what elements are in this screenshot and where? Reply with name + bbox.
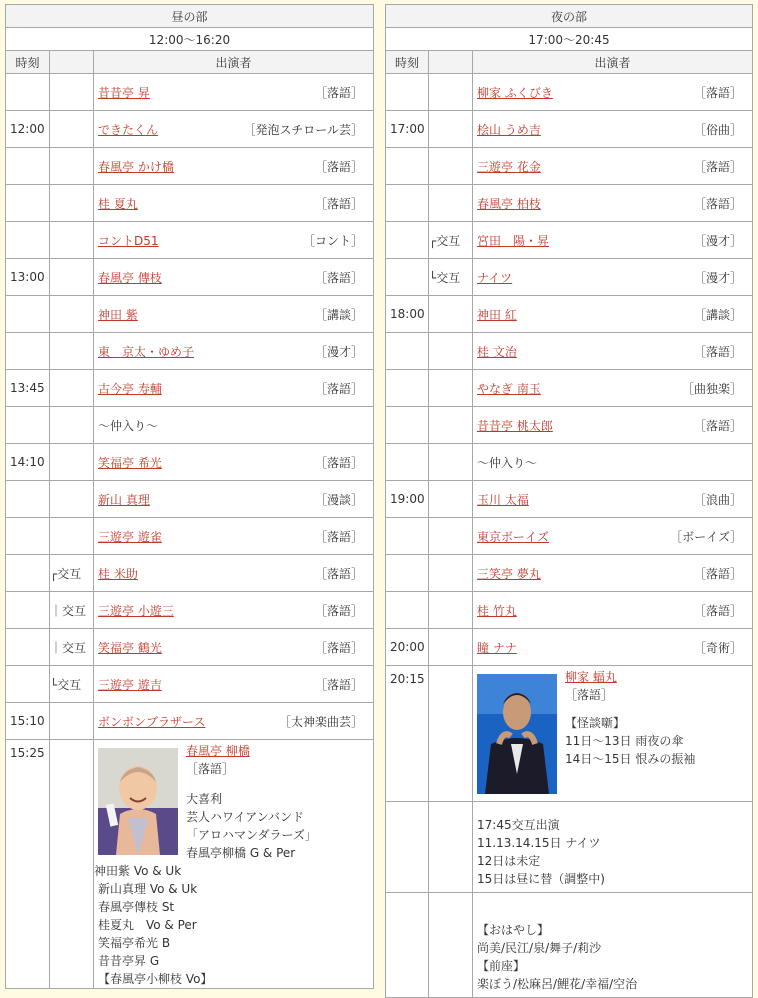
- notes-block: [473, 802, 752, 892]
- notes-line: 11.13.14.15日 ナイツ: [477, 836, 601, 850]
- detail-line: 昔昔亭昇 G: [98, 954, 160, 968]
- genre-label: ［浪曲］: [694, 492, 743, 507]
- alternate-cell: ┌交互: [429, 222, 473, 259]
- alternate-cell: [429, 296, 473, 333]
- table-row: [6, 74, 374, 111]
- notes-row: [386, 802, 753, 893]
- genre-label: ［ボーイズ］: [670, 529, 743, 544]
- performer-line: [94, 491, 373, 508]
- time-cell: [386, 148, 429, 185]
- time-cell: [6, 592, 50, 629]
- genre-label: ［漫才］: [315, 344, 364, 359]
- time-cell: [386, 185, 429, 222]
- performer-link[interactable]: 三遊亭 花金: [477, 159, 541, 174]
- genre-label: ［落語］: [315, 603, 364, 618]
- table-row: [386, 629, 753, 666]
- table-row: [386, 333, 753, 370]
- performer-link[interactable]: 神田 紫: [98, 307, 138, 322]
- performer-cell: [473, 481, 753, 518]
- alternate-cell: [50, 74, 94, 111]
- table-row: [6, 148, 374, 185]
- alternate-cell: [50, 259, 94, 296]
- time-cell: [6, 481, 50, 518]
- detail-line: 新山真理 Vo & Uk: [98, 882, 198, 896]
- performer-cell: [473, 518, 753, 555]
- alternate-cell: [429, 185, 473, 222]
- alternate-cell: [429, 629, 473, 666]
- time-cell: [386, 222, 429, 259]
- performer-cell: [473, 296, 753, 333]
- genre-label: ［講談］: [694, 307, 743, 322]
- table-row: [386, 370, 753, 407]
- performer-cell: [473, 185, 753, 222]
- time-cell: [6, 74, 50, 111]
- table-row: [386, 148, 753, 185]
- performer-photo: [98, 748, 178, 855]
- time-cell: 15:25: [6, 740, 50, 989]
- genre-label: ［落語］: [315, 677, 364, 692]
- performer-line: [473, 380, 752, 397]
- alternate-cell: [50, 185, 94, 222]
- detail-line: 芸人ハワイアンバンド: [186, 810, 304, 824]
- night-col-time: 時刻: [386, 51, 429, 74]
- performer-link[interactable]: 昔昔亭 昇: [98, 85, 150, 100]
- staff-line: 尚美/民江/泉/舞子/莉沙: [477, 941, 602, 955]
- time-cell: 19:00: [386, 481, 429, 518]
- time-cell: [386, 555, 429, 592]
- genre-label: ［俗曲］: [694, 122, 743, 137]
- staff-line: 【前座】: [477, 959, 526, 973]
- alternate-cell: [50, 333, 94, 370]
- time-cell: [6, 407, 50, 444]
- headliner-link[interactable]: 春風亭 柳橋: [186, 744, 250, 758]
- performer-cell: [94, 259, 374, 296]
- performer-cell: [94, 185, 374, 222]
- performer-link[interactable]: ナイツ: [477, 270, 513, 285]
- time-cell: 14:10: [6, 444, 50, 481]
- alternate-cell: [429, 370, 473, 407]
- table-row: [6, 407, 374, 444]
- performer-line: [94, 84, 373, 101]
- performer-cell: [94, 703, 374, 740]
- performer-line: [473, 491, 752, 508]
- notes-row: [386, 893, 753, 998]
- detail-line: 14日〜15日 恨みの振袖: [565, 752, 696, 766]
- performer-link[interactable]: 東 京太・ゆめ子: [98, 344, 195, 359]
- performer-cell: [473, 259, 753, 296]
- table-row: [6, 481, 374, 518]
- genre-label: ［漫才］: [694, 233, 743, 248]
- night-time-range: 17:00〜20:45: [386, 28, 753, 51]
- night-program-table: [385, 4, 753, 998]
- performer-link[interactable]: コントD51: [98, 233, 159, 248]
- time-cell: [386, 370, 429, 407]
- performer-cell: [94, 740, 374, 989]
- time-cell: [6, 666, 50, 703]
- table-row: [386, 74, 753, 111]
- staff-line: 楽ぼう/松麻呂/鯉花/幸福/空治: [477, 977, 638, 991]
- genre-label: ［落語］: [315, 381, 364, 396]
- table-row: [386, 296, 753, 333]
- performer-cell: [473, 666, 753, 802]
- time-cell: [6, 333, 50, 370]
- alternate-cell: [429, 666, 473, 802]
- alternate-cell: ｜交互: [50, 592, 94, 629]
- alternate-cell: └交互: [429, 259, 473, 296]
- table-row: [6, 259, 374, 296]
- alternate-cell: [429, 148, 473, 185]
- table-row: [6, 296, 374, 333]
- genre-label: ［落語］: [315, 529, 364, 544]
- performer-cell: [94, 592, 374, 629]
- table-row: [6, 703, 374, 740]
- alternate-cell: [50, 148, 94, 185]
- genre-label: ［落語］: [694, 196, 743, 211]
- alternate-cell: ┌交互: [50, 555, 94, 592]
- performer-line: [473, 195, 752, 212]
- time-cell: [6, 518, 50, 555]
- table-row: [6, 666, 374, 703]
- alternate-cell: [50, 481, 94, 518]
- table-row: [386, 481, 753, 518]
- headliner-row: [6, 740, 374, 989]
- alternate-cell: [50, 222, 94, 259]
- time-cell: [386, 802, 429, 893]
- performer-line: [94, 565, 373, 582]
- time-cell: 15:10: [6, 703, 50, 740]
- alternate-cell: [429, 444, 473, 481]
- performer-link[interactable]: 春風亭 柏枝: [477, 196, 541, 211]
- table-row: [386, 111, 753, 148]
- performer-link[interactable]: 春風亭 かけ橋: [98, 159, 174, 174]
- alternate-cell: [50, 370, 94, 407]
- table-row: [386, 518, 753, 555]
- performer-link[interactable]: ボンボンブラザース: [98, 714, 206, 729]
- performer-link[interactable]: 三遊亭 遊雀: [98, 529, 162, 544]
- time-cell: [6, 555, 50, 592]
- detail-line: 春風亭柳橋 G & Per: [186, 846, 296, 860]
- performer-line: [94, 269, 373, 286]
- alternate-cell: ｜交互: [50, 629, 94, 666]
- performer-cell: [473, 222, 753, 259]
- detail-line: 春風亭傳枝 St: [98, 900, 175, 914]
- genre-label: ［落語］: [565, 688, 614, 702]
- performer-link[interactable]: 古今亭 寿輔: [98, 381, 162, 396]
- genre-label: ［落語］: [694, 566, 743, 581]
- time-cell: 20:00: [386, 629, 429, 666]
- time-cell: 13:00: [6, 259, 50, 296]
- genre-label: ［落語］: [315, 270, 364, 285]
- performer-cell: [473, 74, 753, 111]
- headliner-link[interactable]: 柳家 蝠丸: [565, 670, 617, 684]
- performer-link[interactable]: 玉川 太福: [477, 492, 529, 507]
- genre-label: ［落語］: [315, 159, 364, 174]
- time-cell: [386, 74, 429, 111]
- performer-line: [94, 454, 373, 471]
- performer-line: [473, 306, 752, 323]
- performer-cell: [94, 629, 374, 666]
- performer-line: [94, 380, 373, 397]
- performer-cell: [94, 444, 374, 481]
- performer-cell: [94, 148, 374, 185]
- staff-block: [473, 893, 752, 997]
- performer-line: [473, 343, 752, 360]
- detail-line: 笑福亭希光 B: [98, 936, 171, 950]
- performer-cell: [94, 333, 374, 370]
- performer-line: [94, 195, 373, 212]
- performer-photo-frame: [477, 674, 557, 797]
- table-row: [6, 555, 374, 592]
- table-row: [6, 444, 374, 481]
- staff-line: 【おはやし】: [477, 923, 550, 937]
- day-title: 昼の部: [6, 5, 374, 28]
- performer-line: [94, 306, 373, 323]
- intermission-text: 〜仲入り〜: [477, 455, 538, 470]
- table-row: [386, 407, 753, 444]
- detail-line: 「アロハマンダラーズ」: [186, 828, 317, 842]
- alternate-cell: [50, 407, 94, 444]
- detail-line: 【春風亭小柳枝 Vo】: [98, 972, 213, 986]
- performer-line: [94, 676, 373, 693]
- performer-line: [473, 84, 752, 101]
- alternate-cell: [50, 740, 94, 989]
- genre-label: ［曲独楽］: [682, 381, 743, 396]
- detail-line: 【怪談噺】: [565, 716, 626, 730]
- performer-cell: [94, 222, 374, 259]
- performer-cell: [94, 407, 374, 444]
- day-col-time: 時刻: [6, 51, 50, 74]
- performer-cell: [94, 370, 374, 407]
- genre-label: ［落語］: [315, 640, 364, 655]
- table-row: [6, 222, 374, 259]
- notes-line: 12日は未定: [477, 854, 541, 868]
- genre-label: ［落語］: [315, 196, 364, 211]
- notes-line: 17:45交互出演: [477, 818, 560, 832]
- performer-link[interactable]: 宮田 陽・昇: [477, 233, 550, 248]
- performer-link[interactable]: 笑福亭 希光: [98, 455, 162, 470]
- performer-link[interactable]: 笑福亭 鶴光: [98, 640, 162, 655]
- detail-line: 桂夏丸 Vo & Per: [98, 918, 197, 932]
- table-row: [386, 444, 753, 481]
- time-cell: [6, 296, 50, 333]
- performer-cell: [94, 74, 374, 111]
- intermission-text: 〜仲入り〜: [98, 418, 159, 433]
- table-row: [386, 555, 753, 592]
- performer-line: [94, 343, 373, 360]
- performer-line: [94, 528, 373, 545]
- performer-link[interactable]: 東京ボーイズ: [477, 529, 549, 544]
- table-row: [6, 333, 374, 370]
- day-program-table: [5, 4, 374, 989]
- alternate-cell: [429, 555, 473, 592]
- day-time-range: 12:00〜16:20: [6, 28, 374, 51]
- alternate-cell: [50, 444, 94, 481]
- performer-line: [94, 602, 373, 619]
- performer-photo-frame: [98, 748, 178, 858]
- performer-link[interactable]: 瞳 ナナ: [477, 640, 517, 655]
- performer-link[interactable]: 三遊亭 遊吉: [98, 677, 162, 692]
- staff-cell: [473, 893, 753, 998]
- genre-label: ［落語］: [315, 566, 364, 581]
- table-row: [386, 185, 753, 222]
- notes-line: 15日は昼に替（調整中): [477, 872, 605, 886]
- alternate-cell: [429, 592, 473, 629]
- genre-label: ［奇術］: [694, 640, 743, 655]
- performer-link[interactable]: 桂 竹丸: [477, 603, 517, 618]
- performer-cell: [94, 111, 374, 148]
- night-col-alt: [429, 51, 473, 74]
- performer-cell: [473, 370, 753, 407]
- genre-label: ［漫談］: [315, 492, 364, 507]
- alternate-cell: [429, 802, 473, 893]
- alternate-cell: [50, 703, 94, 740]
- table-row: [386, 259, 753, 296]
- time-cell: [386, 333, 429, 370]
- day-col-alt: [50, 51, 94, 74]
- alternate-cell: [429, 74, 473, 111]
- performer-link[interactable]: 三笑亭 夢丸: [477, 566, 541, 581]
- performer-link[interactable]: 桧山 うめ吉: [477, 122, 541, 137]
- time-cell: 13:45: [6, 370, 50, 407]
- performer-line: [473, 158, 752, 175]
- performer-photo: [477, 674, 557, 794]
- performer-cell: [94, 518, 374, 555]
- genre-label: ［太神楽曲芸］: [279, 714, 364, 729]
- detail-block: [94, 880, 373, 988]
- table-row: [386, 222, 753, 259]
- genre-label: ［コント］: [303, 233, 364, 248]
- time-cell: [6, 629, 50, 666]
- performer-line: [473, 269, 752, 286]
- time-cell: 17:00: [386, 111, 429, 148]
- performer-cell: [473, 148, 753, 185]
- time-cell: [6, 148, 50, 185]
- performer-cell: [473, 111, 753, 148]
- table-row: [6, 185, 374, 222]
- performer-link[interactable]: できたくん: [98, 122, 159, 137]
- time-cell: [386, 407, 429, 444]
- alternate-cell: [429, 518, 473, 555]
- time-cell: [6, 222, 50, 259]
- performer-cell: [473, 333, 753, 370]
- performer-line: [94, 232, 373, 249]
- time-cell: [386, 259, 429, 296]
- performer-line: [473, 565, 752, 582]
- time-cell: [386, 444, 429, 481]
- genre-label: ［落語］: [694, 85, 743, 100]
- alternate-cell: [429, 111, 473, 148]
- time-cell: 18:00: [386, 296, 429, 333]
- performer-cell: [94, 296, 374, 333]
- performer-line: [94, 639, 373, 656]
- alternate-cell: └交互: [50, 666, 94, 703]
- performer-cell: [473, 444, 753, 481]
- alternate-cell: [429, 407, 473, 444]
- performer-line: [473, 121, 752, 138]
- performer-line: [473, 232, 752, 249]
- time-cell: 12:00: [6, 111, 50, 148]
- table-row: [6, 629, 374, 666]
- alternate-cell: [50, 518, 94, 555]
- performer-line: [473, 528, 752, 545]
- genre-label: ［落語］: [694, 344, 743, 359]
- table-row: [6, 370, 374, 407]
- performer-line: [473, 417, 752, 434]
- performer-link[interactable]: 三遊亭 小遊三: [98, 603, 174, 618]
- table-row: [386, 592, 753, 629]
- alternate-cell: [50, 296, 94, 333]
- performer-link[interactable]: やなぎ 南玉: [477, 381, 541, 396]
- performer-cell: [473, 555, 753, 592]
- genre-label: ［落語］: [186, 762, 235, 776]
- performer-link[interactable]: 桂 夏丸: [98, 196, 138, 211]
- genre-label: ［発泡スチロール芸］: [243, 122, 364, 137]
- performer-cell: [94, 481, 374, 518]
- genre-label: ［落語］: [694, 159, 743, 174]
- performer-link[interactable]: 神田 紅: [477, 307, 517, 322]
- table-row: [6, 592, 374, 629]
- night-col-performer: 出演者: [473, 51, 753, 74]
- performer-link[interactable]: 桂 文治: [477, 344, 517, 359]
- day-col-performer: 出演者: [94, 51, 374, 74]
- performer-link[interactable]: 昔昔亭 桃太郎: [477, 418, 553, 433]
- detail-line: 大喜利: [186, 792, 223, 806]
- performer-cell: [473, 629, 753, 666]
- performer-line: [94, 713, 373, 730]
- time-cell: [386, 592, 429, 629]
- genre-label: ［落語］: [315, 455, 364, 470]
- detail-line: 11日〜13日 雨夜の傘: [565, 734, 684, 748]
- performer-link[interactable]: 桂 米助: [98, 566, 138, 581]
- time-cell: [6, 185, 50, 222]
- alternate-cell: [50, 111, 94, 148]
- time-cell: [386, 518, 429, 555]
- performer-line: [473, 602, 752, 619]
- performer-cell: [94, 666, 374, 703]
- notes-cell: [473, 802, 753, 893]
- performer-link[interactable]: 春風亭 傳枝: [98, 270, 162, 285]
- alternate-cell: [429, 333, 473, 370]
- performer-line: [94, 121, 373, 138]
- performer-cell: [473, 592, 753, 629]
- performer-line: [473, 639, 752, 656]
- performer-link[interactable]: 新山 真理: [98, 492, 150, 507]
- time-cell: 20:15: [386, 666, 429, 802]
- time-cell: [386, 893, 429, 998]
- performer-line: [94, 158, 373, 175]
- genre-label: ［漫才］: [694, 270, 743, 285]
- performer-cell: [473, 407, 753, 444]
- alternate-cell: [429, 481, 473, 518]
- table-row: [6, 111, 374, 148]
- alternate-cell: [429, 893, 473, 998]
- headliner-row: [386, 666, 753, 802]
- night-title: 夜の部: [386, 5, 753, 28]
- detail-line: 神田紫 Vo & Uk: [94, 864, 182, 878]
- performer-link[interactable]: 柳家 ふくびき: [477, 85, 553, 100]
- genre-label: ［落語］: [694, 418, 743, 433]
- genre-label: ［落語］: [315, 85, 364, 100]
- genre-label: ［講談］: [315, 307, 364, 322]
- performer-cell: [94, 555, 374, 592]
- genre-label: ［落語］: [694, 603, 743, 618]
- table-row: [6, 518, 374, 555]
